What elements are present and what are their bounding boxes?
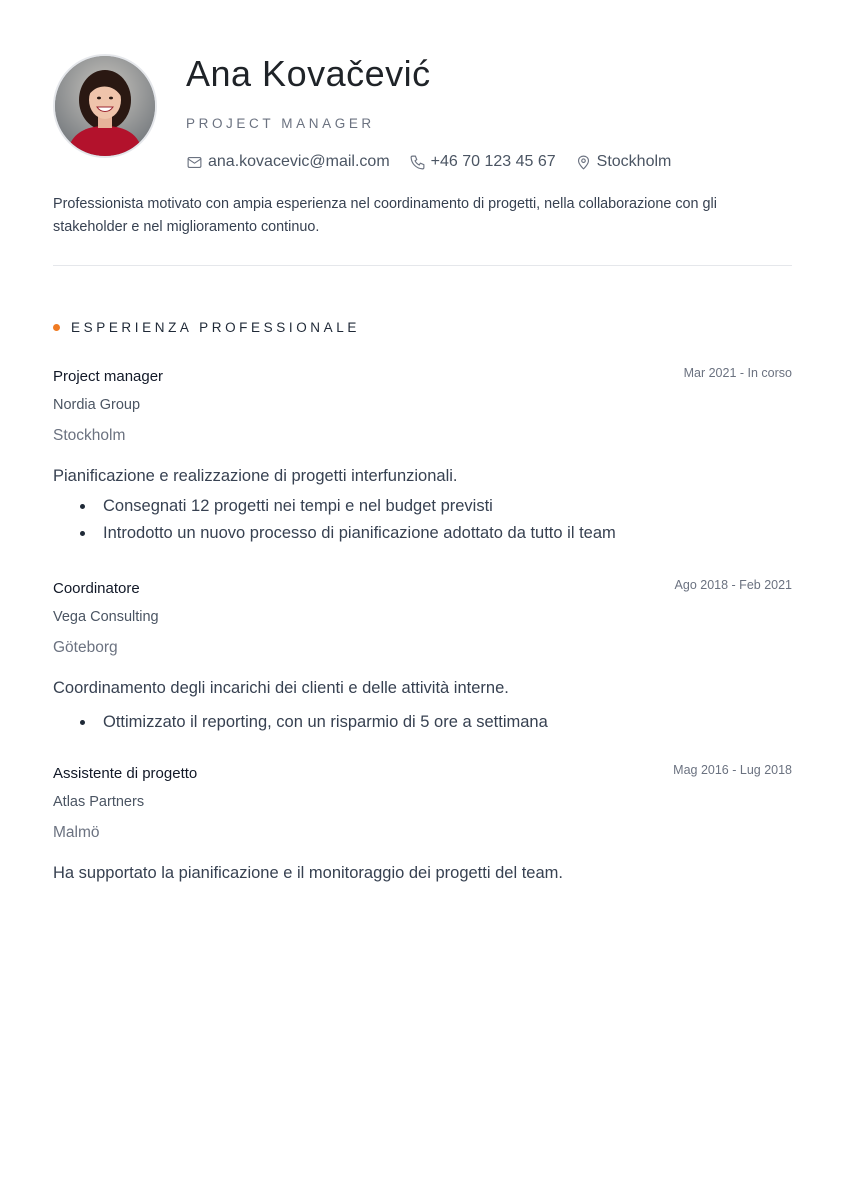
location-pin-icon <box>575 154 592 171</box>
job-location: Stockholm <box>53 427 126 444</box>
job-dates: Mag 2016 - Lug 2018 <box>673 763 792 777</box>
job-achievements <box>53 493 616 547</box>
job-company: Nordia Group <box>53 397 141 413</box>
phone-text: +46 70 123 45 67 <box>430 153 556 170</box>
email-text: ana.kovacevic@mail.com <box>208 153 390 170</box>
candidate-name: Ana Kovačević <box>186 53 431 94</box>
achievement-item: Consegnati 12 progetti nei tempi e nel budget previsti <box>53 493 616 520</box>
job-company: Vega Consulting <box>53 609 159 625</box>
contact-phone[interactable] <box>409 153 556 171</box>
achievement-item: Introdotto un nuovo processo di pianificazione adottato da tutto il team <box>53 520 616 547</box>
contact-email[interactable] <box>186 153 390 171</box>
avatar <box>53 54 157 158</box>
job-description: Ha supportato la pianificazione e il monitoraggio dei progetti del team. <box>53 864 563 882</box>
job-dates: Ago 2018 - Feb 2021 <box>674 578 792 592</box>
job-location: Malmö <box>53 824 100 841</box>
phone-icon <box>409 154 426 171</box>
person-photo-icon <box>55 56 155 156</box>
job-achievements <box>53 709 548 736</box>
divider <box>53 265 792 266</box>
section-title: ESPERIENZA PROFESSIONALE <box>71 320 360 335</box>
achievement-item: Ottimizzato il reporting, con un risparmio di 5 ore a settimana <box>53 709 548 736</box>
job-title: Project manager <box>53 368 164 385</box>
job-title: Assistente di progetto <box>53 765 198 782</box>
candidate-role: PROJECT MANAGER <box>186 116 375 131</box>
job-location: Göteborg <box>53 639 118 656</box>
contact-info <box>186 153 690 171</box>
section-bullet-dot <box>53 324 60 331</box>
job-description: Pianificazione e realizzazione di progetti interfunzionali. <box>53 467 458 485</box>
profile-summary: Professionista motivato con ampia esperienza nel coordinamento di progetti, nella collaborazione con gli stakeholder e nel miglioramento continuo. <box>53 196 717 235</box>
location-text: Stockholm <box>596 153 672 170</box>
job-company: Atlas Partners <box>53 794 145 810</box>
job-description: Coordinamento degli incarichi dei clienti e delle attività interne. <box>53 679 509 697</box>
job-title: Coordinatore <box>53 580 140 597</box>
contact-location <box>575 153 672 171</box>
mail-icon <box>186 154 203 171</box>
section-heading-experience <box>53 320 360 335</box>
job-dates: Mar 2021 - In corso <box>683 366 792 380</box>
